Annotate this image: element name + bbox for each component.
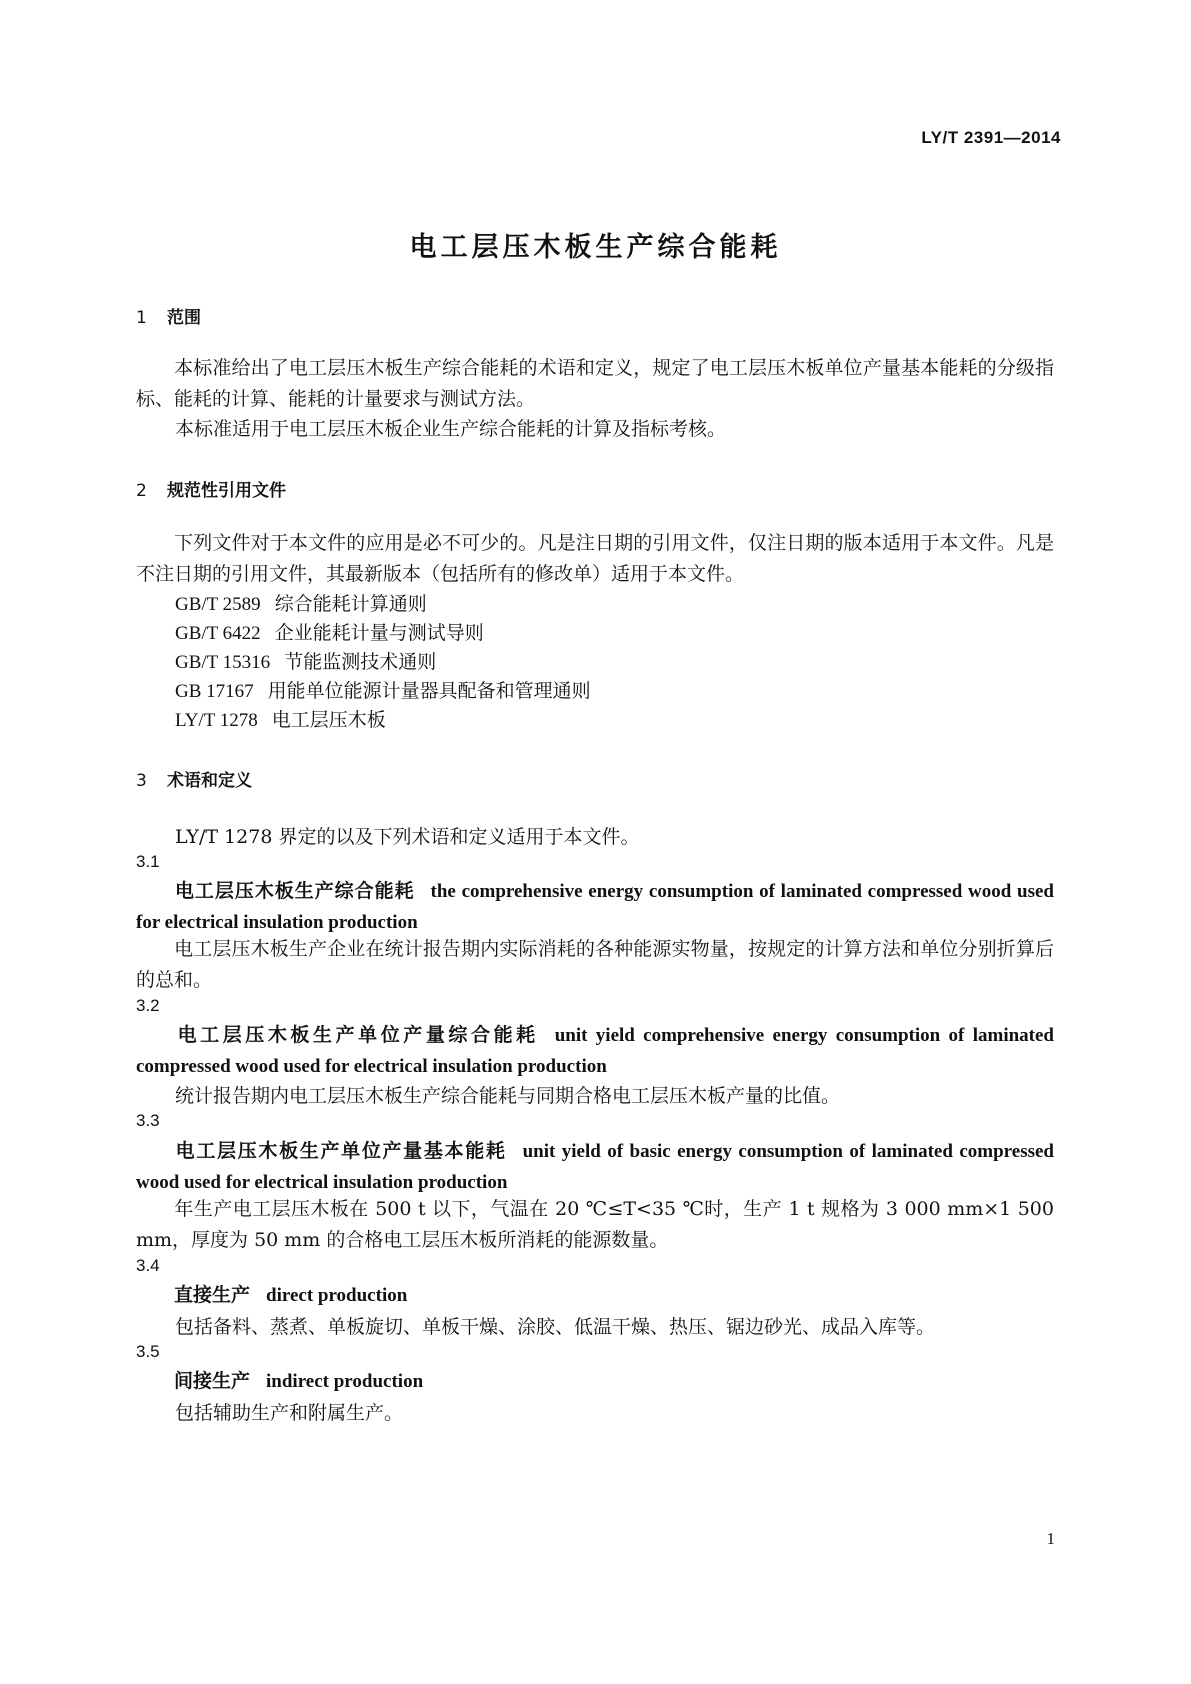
- term-heading: 电工层压木板生产单位产量基本能耗 unit yield of basic energy consumption of laminated compressed wood used for electrical insulation production: [136, 1140, 1054, 1193]
- term-number: 3.5: [136, 1342, 160, 1361]
- terms-intro: LY/T 1278 界定的以及下列术语和定义适用于本文件。: [175, 826, 640, 848]
- section-heading-3: 3 术语和定义: [136, 771, 252, 791]
- reference-item: GB/T 15316 节能监测技术通则: [175, 651, 437, 673]
- section-heading-2: 2 规范性引用文件: [136, 481, 286, 501]
- term-heading: 电工层压木板生产单位产量综合能耗 unit yield comprehensive energy consumption of laminated compressed wood used for electrical insulation production: [136, 1024, 1054, 1077]
- document-title: 电工层压木板生产综合能耗: [409, 232, 782, 263]
- term-definition: 包括辅助生产和附属生产。: [175, 1402, 404, 1424]
- standard-number: LY/T 2391—2014: [921, 128, 1061, 147]
- scope-paragraph-1: 本标准给出了电工层压木板生产综合能耗的术语和定义，规定了电工层压木板单位产量基本能耗的分级指标、能耗的计算、能耗的计量要求与测试方法。: [136, 357, 1054, 410]
- reference-item: GB/T 6422 企业能耗计量与测试导则: [175, 622, 484, 644]
- term-heading: 间接生产 indirect production: [174, 1370, 424, 1392]
- reference-item: GB/T 2589 综合能耗计算通则: [175, 593, 427, 615]
- term-definition: 统计报告期内电工层压木板生产综合能耗与同期合格电工层压木板产量的比值。: [175, 1085, 841, 1107]
- reference-item: GB 17167 用能单位能源计量器具配备和管理通则: [175, 680, 591, 702]
- term-number: 3.2: [136, 996, 160, 1015]
- term-definition: 包括备料、蒸煮、单板旋切、单板干燥、涂胶、低温干燥、热压、锯边砂光、成品入库等。: [175, 1316, 936, 1338]
- term-definition: 电工层压木板生产企业在统计报告期内实际消耗的各种能源实物量，按规定的计算方法和单位分别折算后的总和。: [136, 938, 1054, 991]
- term-number: 3.1: [136, 852, 160, 871]
- scope-paragraph-2: 本标准适用于电工层压木板企业生产综合能耗的计算及指标考核。: [175, 418, 727, 440]
- term-definition: 年生产电工层压木板在 500 t 以下，气温在 20 ℃≤T<35 ℃时，生产 1 t 规格为 3 000 mm×1 500 mm，厚度为 50 mm 的合格电工层压木板所消耗的能源数量。: [136, 1198, 1054, 1251]
- term-heading: 电工层压木板生产综合能耗 the comprehensive energy consumption of laminated compressed wood used for electrical insulation production: [136, 880, 1054, 933]
- term-number: 3.3: [136, 1111, 160, 1130]
- normative-intro: 下列文件对于本文件的应用是必不可少的。凡是注日期的引用文件，仅注日期的版本适用于本文件。凡是不注日期的引用文件，其最新版本（包括所有的修改单）适用于本文件。: [136, 532, 1054, 585]
- term-heading: 直接生产 direct production: [174, 1284, 408, 1306]
- term-number: 3.4: [136, 1256, 160, 1275]
- page-number: 1: [1046, 1529, 1055, 1548]
- section-heading-1: 1 范围: [136, 308, 201, 328]
- reference-item: LY/T 1278 电工层压木板: [175, 709, 386, 731]
